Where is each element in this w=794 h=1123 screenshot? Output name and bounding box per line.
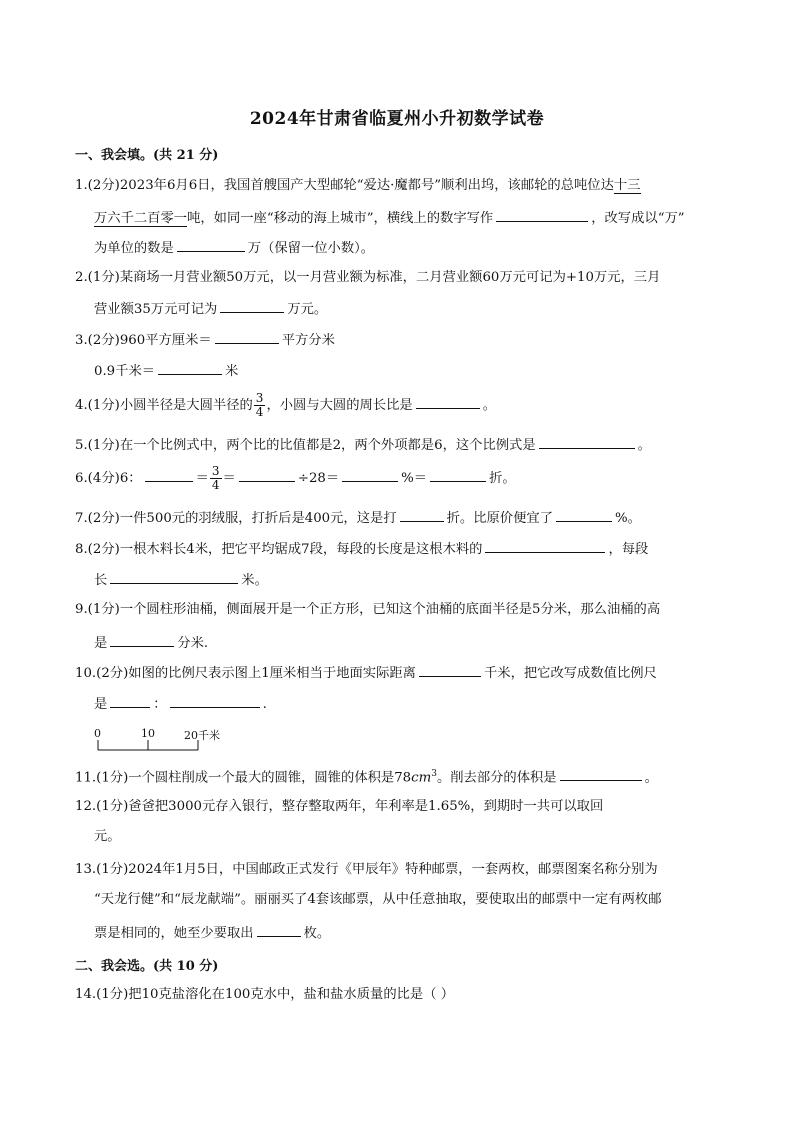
question-text: 枚。: [303, 926, 331, 941]
question-text: 13.(1分)2024年1月5日，中国邮政正式发行《甲辰年》特种邮票，一套两枚，邮票图案名称分别为: [75, 862, 658, 877]
answer-blank[interactable]: [416, 394, 480, 409]
scale-label-20: 20千米: [184, 729, 220, 742]
question-text: .: [262, 697, 267, 712]
question-text: 折。比原价便宜了: [446, 511, 553, 526]
scale-bar: [94, 739, 204, 751]
question-text: %＝: [401, 471, 428, 486]
question-text: 元。: [94, 829, 121, 844]
answer-blank[interactable]: [496, 207, 588, 222]
question-text: 票是相同的，她至少要取出: [94, 926, 254, 941]
question-6: [75, 465, 516, 492]
line-scale-diagram: [94, 727, 234, 751]
question-text: 11.(1分)一个圆柱削成一个最大的圆锥，圆锥的体积是78: [75, 770, 412, 786]
underlined-number: 十三: [613, 178, 641, 193]
question-text: 为单位的数是: [94, 241, 174, 256]
question-text: 8.(2分)一根木料长4米，把它平均锯成7段，每段的长度是这根木料的: [75, 542, 483, 557]
question-text: 。: [637, 438, 651, 453]
answer-blank[interactable]: [110, 569, 238, 584]
underlined-number: 万六千二百零一: [94, 211, 188, 226]
question-3-line-1: [75, 329, 335, 351]
question-text: 吨，如同一座“移动的海上城市”，横线上的数字写作: [187, 211, 494, 226]
equals-sign: ＝: [195, 471, 209, 486]
answer-blank[interactable]: [158, 360, 222, 375]
question-1-line-3: [94, 237, 374, 259]
question-text: 7.(2分)一件500元的羽绒服，打折后是400元，这是打: [75, 511, 397, 526]
question-2-line-1: [75, 268, 660, 288]
answer-blank[interactable]: [430, 467, 486, 482]
question-text: %。: [615, 511, 641, 526]
scale-label-0: 0: [94, 727, 101, 740]
question-9-line-1: [75, 600, 660, 620]
fraction: [254, 392, 266, 419]
question-2-line-2: [94, 298, 327, 320]
question-text: ：: [153, 697, 167, 712]
question-text: 10.(2分)如图的比例尺表示图上1厘米相当于地面实际距离: [75, 666, 416, 681]
question-text: 14.(1分)把10克盐溶化在100克水中，盐和盐水质量的比是（ ）: [75, 987, 455, 1002]
question-text: 。削去部分的体积是: [436, 770, 557, 786]
question-11: [75, 764, 658, 788]
fraction-numerator: 3: [255, 391, 264, 405]
question-text: 4.(1分)小圆半径是大圆半径的: [75, 398, 253, 413]
question-text: 2.(1分)某商场一月营业额50万元，以一月营业额为标准，二月营业额60万元可记为+10万元，三月: [75, 270, 661, 285]
answer-blank[interactable]: [342, 467, 398, 482]
answer-blank[interactable]: [485, 538, 605, 553]
answer-blank[interactable]: [215, 329, 279, 344]
question-text: ，每段: [608, 542, 649, 557]
question-text: 长: [94, 573, 108, 588]
question-text: 平方分米: [281, 333, 335, 348]
question-text: ÷28＝: [297, 471, 340, 486]
section-heading-fill: 一、我会填。(共 21 分): [75, 148, 219, 163]
question-text: 分米.: [177, 636, 209, 651]
scale-label-10: 10: [141, 727, 155, 740]
question-text: 万元。: [287, 302, 328, 317]
question-1-line-2: [94, 207, 685, 229]
answer-blank[interactable]: [145, 467, 193, 482]
question-12-line-2: [94, 827, 121, 847]
answer-blank[interactable]: [177, 237, 245, 252]
question-text: 1.(2分)2023年6月6日，我国首艘国产大型邮轮“爱达·魔都号”顺利出坞，该邮轮的总吨位达: [75, 178, 614, 193]
question-text: 12.(1分)爸爸把3000元存入银行，整存整取两年，年利率是1.65%，到期时一共可以取回: [75, 799, 604, 814]
answer-blank[interactable]: [560, 766, 642, 781]
question-14: [75, 985, 454, 1005]
question-8-line-1: [75, 538, 648, 560]
answer-blank[interactable]: [110, 632, 174, 647]
fraction: [210, 465, 222, 492]
question-text: 3.(2分)960平方厘米＝: [75, 333, 212, 348]
question-text: 千米，把它改写成数值比例尺: [483, 666, 657, 681]
question-text: “天龙行健”和“辰龙献端”。丽丽买了4套该邮票，从中任意抽取，要使取出的邮票中一定有两枚邮: [94, 892, 662, 907]
answer-blank[interactable]: [419, 662, 481, 677]
question-12-line-1: [75, 797, 603, 817]
question-4: [75, 392, 496, 419]
question-13-line-2: [94, 890, 662, 910]
answer-blank[interactable]: [539, 434, 635, 449]
question-text: 0.9千米＝: [94, 364, 156, 379]
fraction-numerator: 3: [211, 464, 220, 478]
answer-blank[interactable]: [257, 922, 301, 937]
question-5: [75, 434, 651, 456]
unit-exponent: 3: [431, 769, 437, 779]
question-text: 营业额35万元可记为: [94, 302, 218, 317]
question-13-line-1: [75, 860, 658, 880]
question-text: 。: [482, 398, 496, 413]
question-text: 是: [94, 697, 108, 712]
answer-blank[interactable]: [239, 467, 295, 482]
question-8-line-2: [94, 569, 268, 591]
question-13-line-3: [94, 922, 330, 944]
question-text: 是: [94, 636, 108, 651]
question-text: 5.(1分)在一个比例式中，两个比的比值都是2，两个外项都是6，这个比例式是: [75, 438, 536, 453]
question-text: 米: [225, 364, 239, 379]
question-9-line-2: [94, 632, 208, 654]
question-text: 万（保留一位小数）。: [247, 241, 375, 256]
unit-text: cm: [411, 770, 432, 786]
section-heading-choice: 二、我会选。(共 10 分): [75, 959, 219, 974]
page-title: 2024年甘肃省临夏州小升初数学试卷: [249, 109, 545, 129]
question-text: 6.(4分)6：: [75, 471, 142, 486]
question-1-line-1: [75, 176, 641, 196]
question-3-line-2: [94, 360, 238, 382]
question-text: 米。: [241, 573, 268, 588]
fraction-denominator: 4: [255, 405, 264, 419]
question-text: 。: [644, 770, 658, 786]
answer-blank[interactable]: [400, 507, 444, 522]
question-text: ，小圆与大圆的周长比是: [266, 398, 413, 413]
answer-blank[interactable]: [170, 693, 260, 708]
fraction-denominator: 4: [211, 478, 220, 492]
answer-blank[interactable]: [556, 507, 612, 522]
question-10-line-1: [75, 662, 657, 684]
question-10-line-2: [94, 693, 267, 715]
question-text: ，改写成以“万”: [591, 211, 685, 226]
answer-blank[interactable]: [220, 298, 284, 313]
question-text: 9.(1分)一个圆柱形油桶，侧面展开是一个正方形，已知这个油桶的底面半径是5分米，那么油桶的高: [75, 602, 661, 617]
question-7: [75, 507, 641, 529]
equals-sign: ＝: [222, 471, 236, 486]
answer-blank[interactable]: [110, 693, 150, 708]
question-text: 折。: [489, 471, 516, 486]
